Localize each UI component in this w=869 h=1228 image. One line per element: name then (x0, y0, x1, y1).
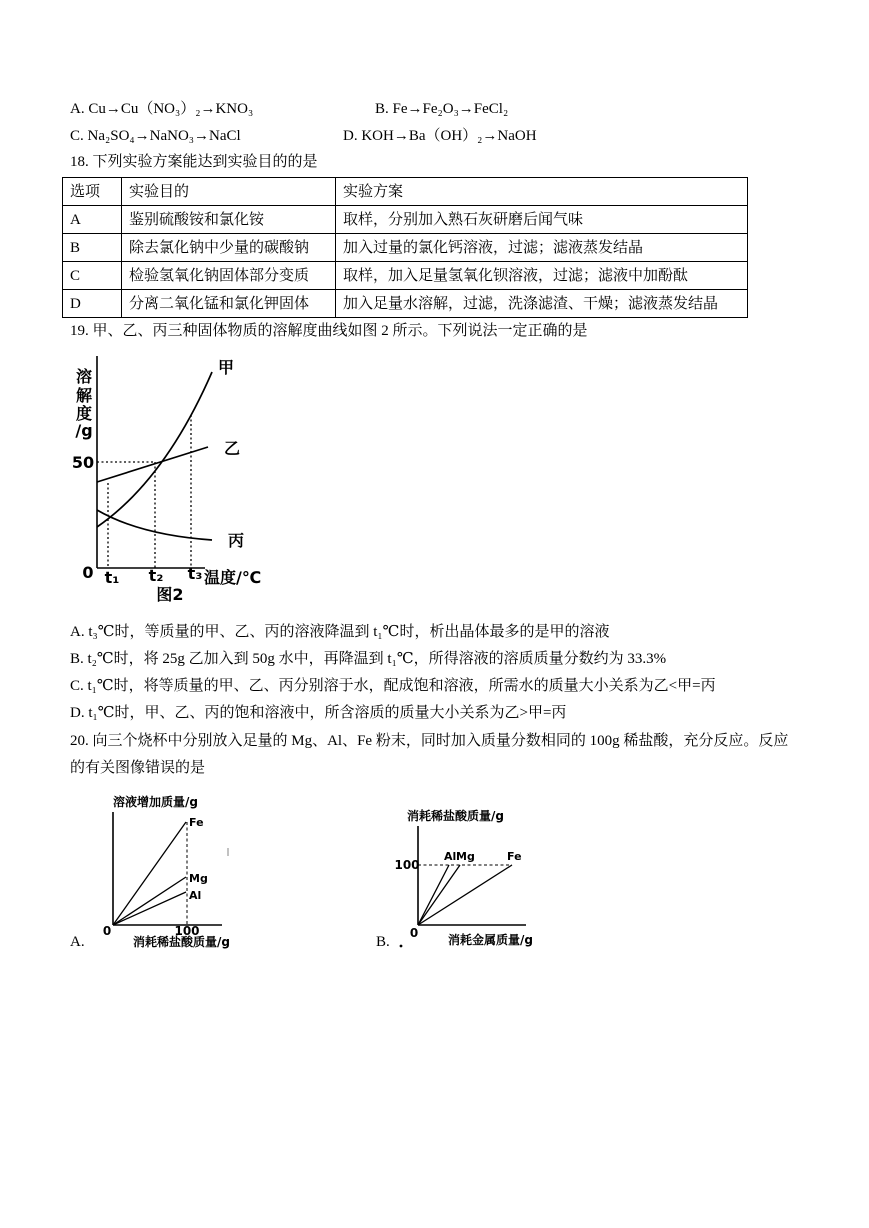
q18-table (62, 177, 748, 318)
graph-a-option-label: A. (70, 934, 85, 950)
curve-label-bing: 丙 (228, 531, 245, 550)
table-cell-purpose: 除去氯化钠中少量的碳酸钠 (122, 234, 336, 262)
table-cell-plan: 加入过量的氯化钙溶液，过滤；滤液蒸发结晶 (336, 234, 748, 262)
table-header-cell: 实验方案 (336, 178, 748, 206)
y-axis-label-unit: /g (75, 421, 93, 440)
graph-a-label-al: Al (189, 889, 202, 902)
graph-a-x-label: 消耗稀盐酸质量/g (133, 935, 230, 949)
y-tick-label: 50 (71, 453, 95, 472)
table-cell-option: D (63, 290, 122, 318)
curve-label-jia: 甲 (218, 358, 235, 377)
q17-option-b: B. Fe→Fe₂O₃→FeCl₂ (375, 101, 509, 117)
graph-a-line-fe (113, 822, 186, 925)
graph-b-label-al: Al (444, 850, 457, 863)
graph-b-y-tick: 100 (394, 858, 420, 872)
q19-option-a: A. t₃℃时，等质量的甲、乙、丙的溶液降温到 t₁℃时，析出晶体最多的是甲的溶液 (70, 624, 610, 640)
graph-b (390, 800, 535, 955)
graph-b-label-fe: Fe (507, 850, 522, 863)
graph-b-line-mg (418, 865, 460, 925)
table-cell-plan: 取样，加入足量氢氧化钡溶液，过滤；滤液中加酚酞 (336, 262, 748, 290)
q17-option-a: A. Cu→Cu（NO₃）₂→KNO₃ (70, 101, 254, 117)
q19-option-c: C. t₁℃时，将等质量的甲、乙、丙分别溶于水，配成饱和溶液，所需水的质量大小关系为乙<甲=丙 (70, 678, 716, 694)
table-header-row (63, 178, 748, 206)
table-cell-purpose: 分离二氧化锰和氯化钾固体 (122, 290, 336, 318)
graph-a-origin: 0 (102, 924, 112, 938)
figure-caption: 图2 (156, 585, 184, 604)
y-axis-label-char: 溶 (75, 367, 93, 386)
graph-b-line-al (418, 865, 449, 925)
table-cell-option: C (63, 262, 122, 290)
y-axis-label-char: 度 (75, 404, 93, 423)
table-cell-option: B (63, 234, 122, 262)
x-tick-label: t₂ (148, 566, 164, 585)
table-cell-purpose: 检验氢氧化钠固体部分变质 (122, 262, 336, 290)
q17-option-d: D. KOH→Ba（OH）₂→NaOH (343, 128, 537, 144)
table-header-cell: 选项 (63, 178, 122, 206)
graph-a (95, 790, 245, 955)
graph-a-line-mg (113, 877, 186, 925)
q20-stem-line1: 20. 向三个烧杯中分别放入足量的 Mg、Al、Fe 粉末，同时加入质量分数相同的 100g 稀盐酸，充分反应。反应 (70, 733, 789, 749)
curve-label-yi: 乙 (224, 439, 241, 458)
solubility-curve-figure (60, 345, 280, 610)
q19-option-b: B. t₂℃时，将 25g 乙加入到 50g 水中，再降温到 t₁℃，所得溶液的溶质质量分数约为 33.3% (70, 651, 667, 667)
q20-stem-line2: 的有关图像错误的是 (70, 760, 206, 776)
graph-b-x-label: 消耗金属质量/g (448, 933, 533, 947)
graph-b-origin: 0 (409, 926, 419, 940)
graph-a-x-tick: 100 (174, 924, 200, 938)
graph-a-label-fe: Fe (189, 816, 204, 829)
x-tick-label: t₃ (187, 564, 203, 583)
q18-stem: 18. 下列实验方案能达到实验目的的是 (70, 154, 318, 170)
q19-stem: 19. 甲、乙、丙三种固体物质的溶解度曲线如图 2 所示。下列说法一定正确的是 (70, 323, 588, 339)
table-row (63, 290, 748, 318)
graph-b-label-mg: Mg (456, 850, 475, 863)
table-row (63, 206, 748, 234)
origin-label: 0 (82, 563, 94, 582)
graph-a-y-label: 溶液增加质量/g (113, 795, 198, 809)
y-axis-label-char: 解 (75, 386, 93, 405)
table-cell-plan: 取样，分别加入熟石灰研磨后闻气味 (336, 206, 748, 234)
table-row (63, 262, 748, 290)
stray-dot (400, 945, 403, 948)
x-tick-label: t₁ (104, 568, 120, 587)
table-cell-purpose: 鉴别硫酸铵和氯化铵 (122, 206, 336, 234)
x-axis-label: 温度/℃ (204, 568, 262, 587)
table-header-cell: 实验目的 (122, 178, 336, 206)
graph-b-option-label: B. (376, 934, 390, 950)
graph-a-label-mg: Mg (189, 872, 208, 885)
table-cell-plan: 加入足量水溶解，过滤，洗涤滤渣、干燥；滤液蒸发结晶 (336, 290, 748, 318)
table-cell-option: A (63, 206, 122, 234)
table-row (63, 234, 748, 262)
graph-b-y-label: 消耗稀盐酸质量/g (407, 809, 504, 823)
q19-option-d: D. t₁℃时，甲、乙、丙的饱和溶液中，所含溶质的质量大小关系为乙>甲=丙 (70, 705, 567, 721)
graph-b-line-fe (418, 865, 512, 925)
q17-option-c: C. Na₂SO₄→NaNO₃→NaCl (70, 128, 241, 144)
